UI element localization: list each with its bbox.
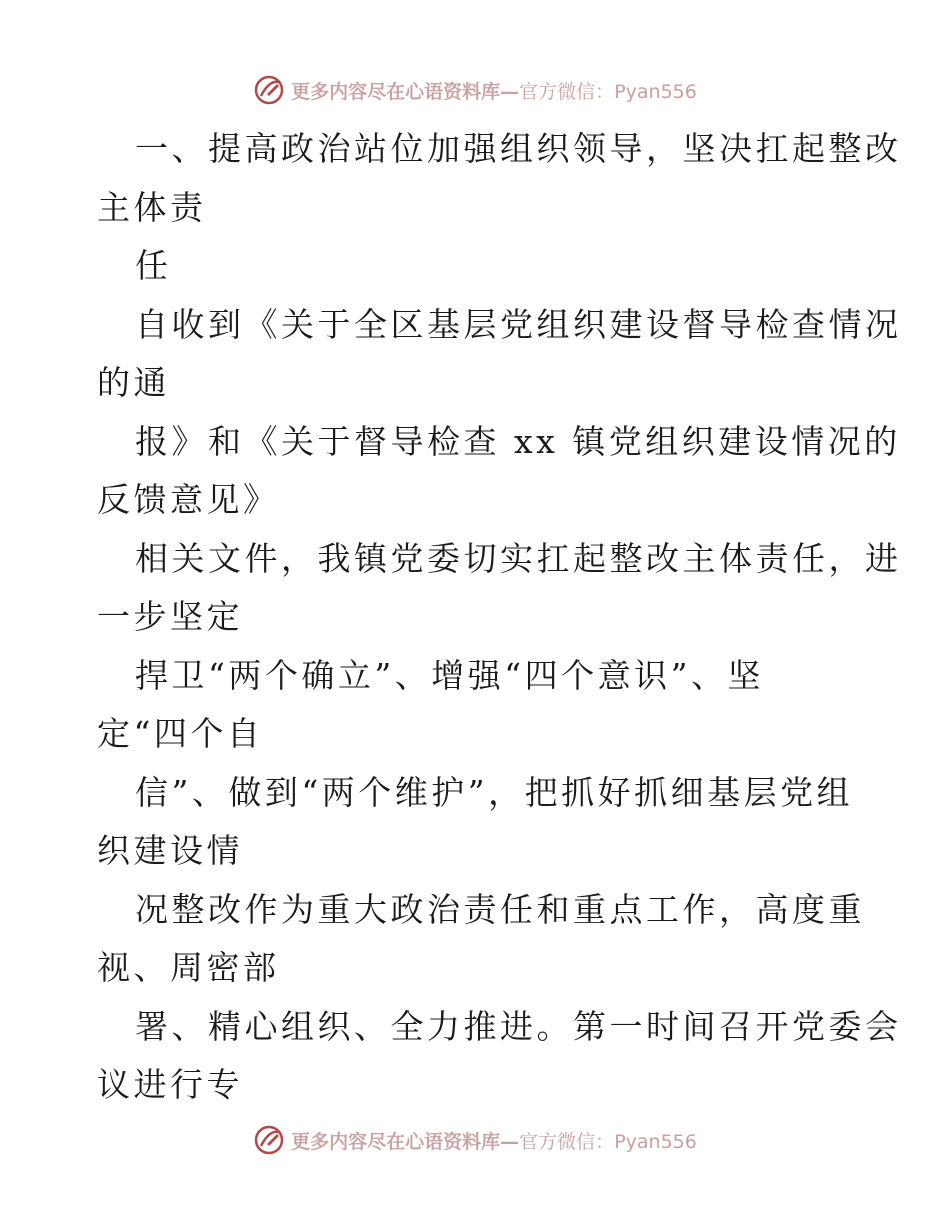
pen-logo-icon bbox=[253, 74, 285, 106]
text-line: 议进行专 bbox=[97, 1065, 243, 1104]
watermark-text: 更多内容尽在心语资料库 bbox=[291, 1130, 501, 1153]
text-line: 信”、做到“两个维护”，把抓好抓细基层党组 bbox=[135, 772, 854, 812]
text-line: 织建设情 bbox=[97, 831, 243, 870]
wechat-id: Pyan556 bbox=[614, 80, 697, 103]
wechat-label: 官方微信： bbox=[519, 1130, 615, 1153]
document-body bbox=[97, 120, 902, 1115]
watermark-separator: — bbox=[500, 1130, 520, 1153]
text-line: 视、周密部 bbox=[97, 948, 280, 987]
wechat-label: 官方微信： bbox=[519, 80, 615, 103]
text-line: 反馈意见》 bbox=[97, 480, 280, 519]
text-line: 自收到《关于全区基层党组织建设督导检查情况 bbox=[135, 304, 902, 344]
pen-logo-icon bbox=[253, 1124, 285, 1156]
text-line: 署、精心组织、全力推进。第一时间召开党委会 bbox=[135, 1006, 902, 1046]
header-watermark bbox=[0, 70, 950, 110]
text-line: 况整改作为重大政治责任和重点工作，高度重 bbox=[135, 889, 865, 929]
watermark-text: 更多内容尽在心语资料库 bbox=[291, 80, 501, 103]
text-line: 一、提高政治站位加强组织领导，坚决扛起整改 bbox=[135, 129, 902, 168]
text-line: 定“四个自 bbox=[97, 714, 264, 753]
text-line: 报》和《关于督导检查 xx 镇党组织建设情况的 bbox=[135, 421, 901, 461]
text-line: 一步坚定 bbox=[97, 597, 243, 636]
text-line: 相关文件，我镇党委切实扛起整改主体责任，进 bbox=[135, 538, 902, 578]
watermark-separator: — bbox=[500, 80, 520, 103]
wechat-id: Pyan556 bbox=[614, 1130, 697, 1153]
text-line: 任 bbox=[135, 246, 172, 285]
text-line: 主体责 bbox=[97, 187, 207, 227]
text-line: 捍卫“两个确立”、增强“四个意识”、坚 bbox=[135, 655, 764, 695]
footer-watermark bbox=[0, 1120, 950, 1160]
text-line: 的通 bbox=[97, 363, 170, 402]
